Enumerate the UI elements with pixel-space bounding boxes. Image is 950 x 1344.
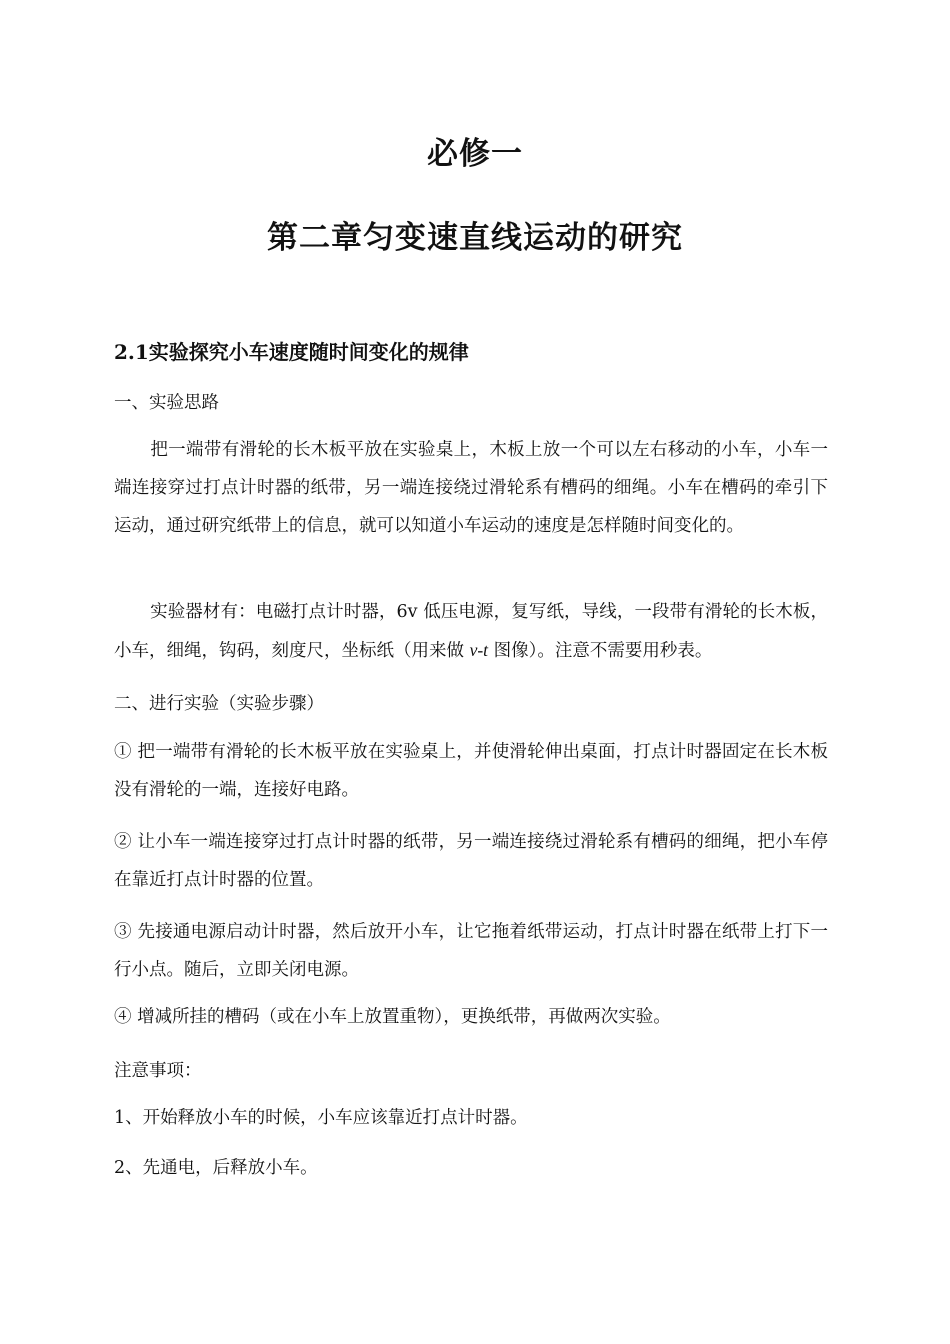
note-item-2: 2、先通电，后释放小车。	[114, 1158, 318, 1178]
part1-paragraph-1-text: 把一端带有滑轮的长木板平放在实验桌上，木板上放一个可以左右移动的小车，小车一端连接穿过打点计时器的纸带，另一端连接绕过滑轮系有槽码的细绳。小车在槽码的牵引下运动，通过研究纸带上的信息，就可以知道小车运动的速度是怎样随时间变化的。	[114, 440, 828, 536]
note-item-1: 1、开始释放小车的时候，小车应该靠近打点计时器。	[114, 1108, 528, 1128]
step-3: ③ 先接通电源启动计时器，然后放开小车，让它拖着纸带运动，打点计时器在纸带上打下一行小点。随后，立即关闭电源。	[114, 922, 828, 980]
chapter-title: 第二章匀变速直线运动的研究	[267, 220, 683, 256]
notes-heading: 注意事项：	[114, 1061, 202, 1081]
part2-heading: 二、进行实验（实验步骤）	[114, 694, 324, 714]
part1-paragraph-2-text-a: 实验器材有：电磁打点计时器，6v 低压电源，复写纸，导线，一段带有滑轮的长木板，小车，细绳，钩码，刻度尺，坐标纸（用来做	[114, 602, 828, 661]
section-title: 实验探究小车速度随时间变化的规律	[148, 340, 469, 364]
section-heading	[114, 336, 469, 365]
document-title: 必修一	[427, 136, 523, 172]
step-1: ① 把一端带有滑轮的长木板平放在实验桌上，并使滑轮伸出桌面，打点计时器固定在长木板没有滑轮的一端，连接好电路。	[114, 742, 828, 800]
part1-paragraph-1	[114, 431, 828, 545]
step-2: ② 让小车一端连接穿过打点计时器的纸带，另一端连接绕过滑轮系有槽码的细绳，把小车停在靠近打点计时器的位置。	[114, 832, 828, 890]
step-4: ④ 增减所挂的槽码（或在小车上放置重物），更换纸带，再做两次实验。	[114, 1007, 671, 1027]
vt-variable: v-t	[469, 640, 489, 660]
part1-paragraph-2	[114, 593, 828, 670]
part1-heading: 一、实验思路	[114, 393, 219, 413]
section-number: 2.1	[114, 340, 149, 364]
part1-paragraph-2-text-b: 图像）。注意不需要用秒表。	[488, 641, 713, 661]
